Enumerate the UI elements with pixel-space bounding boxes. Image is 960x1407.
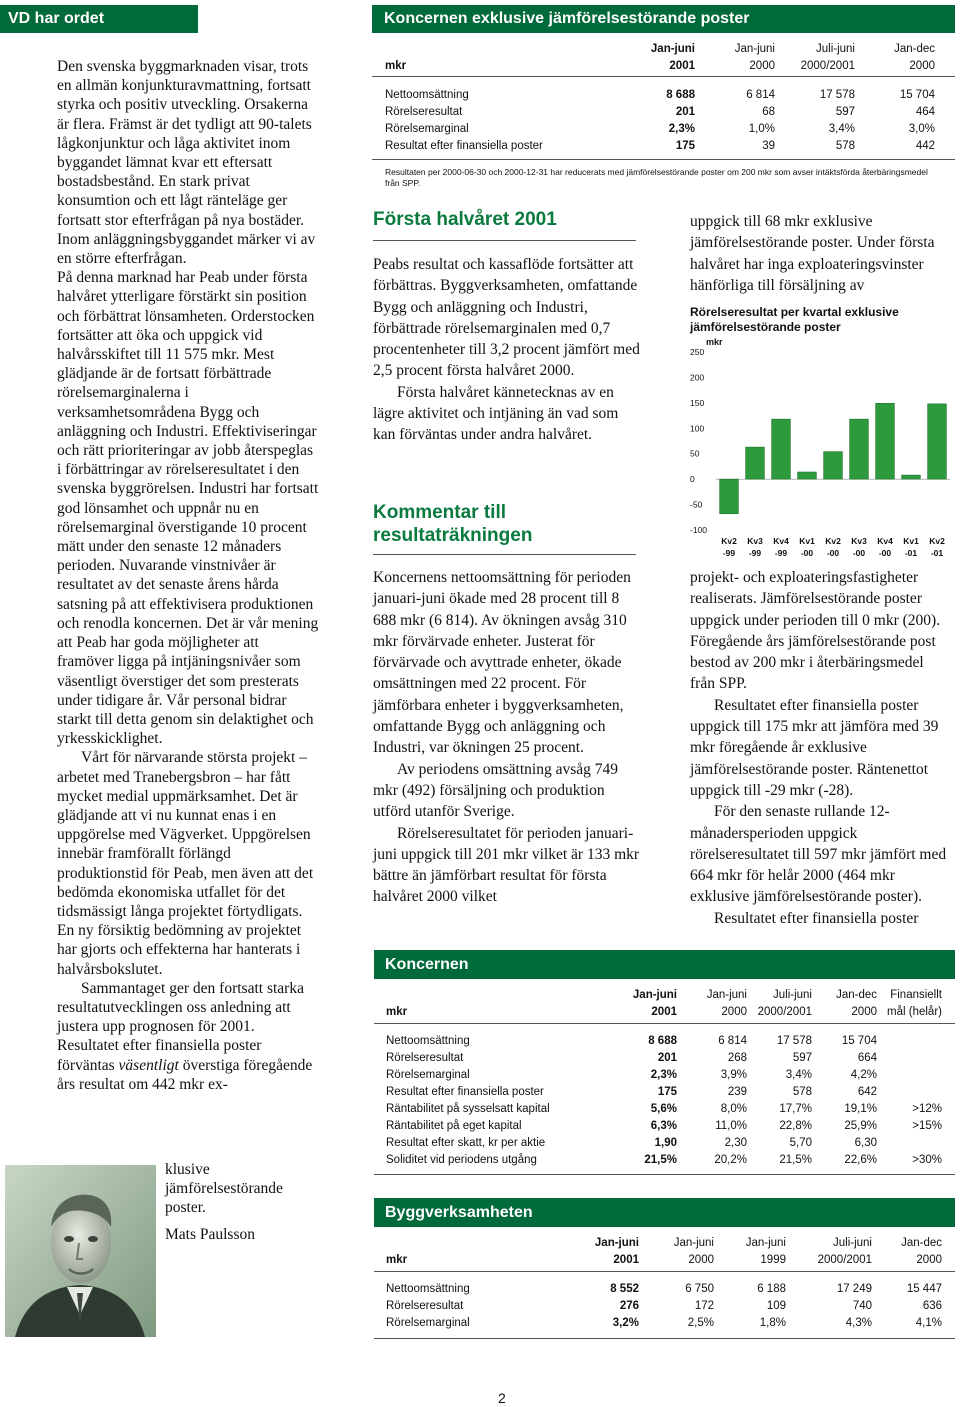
table-row (386, 1297, 942, 1314)
cell: 2,3% (650, 1068, 677, 1081)
koncernen-table-body (386, 1032, 942, 1168)
bygg-col-bottom: 2001 (613, 1253, 639, 1266)
bygg-body-grid (386, 1280, 942, 1331)
cell: 21,5% (779, 1153, 812, 1166)
chart-x-tick-label: -01 (904, 548, 918, 558)
cell: 1,90 (654, 1136, 677, 1149)
row-label: Räntabilitet på sysselsatt kapital (386, 1102, 550, 1115)
cell: 109 (766, 1299, 786, 1312)
bygg-table-body (386, 1280, 942, 1331)
koncernen-rule (374, 1023, 955, 1024)
table-row (386, 1049, 942, 1066)
vd-paragraph-4-start: Sammantaget ger den fortsatt starka resultatutvecklingen oss anledning att justera upp prognosen för 2001. Resultatet efter finansiella poster förväntas (57, 979, 304, 1074)
cell: 6 750 (685, 1282, 714, 1295)
table-row (386, 1083, 942, 1100)
vd-paragraph-3: Vårt för närvarande största projekt – arbetet med Tranebergsbron – har fått mycket medial uppmärksamhet. Det är glädjande att vi nu kunnat enas i en uppgörelse med Vägverket. Uppgörelsen innebär framförallt förlängd produktionstid för Peab, men även att det bedömda ekonomiska utfallet för det tidsmässigt långa projektet förtydligats. En ny försiktig bedömning av projektet har gjorts och effekterna har hanterats i halvårsbokslutet. (57, 749, 314, 978)
row-label: Räntabilitet på eget kapital (386, 1119, 522, 1132)
cell: 22,6% (844, 1153, 877, 1166)
cell: 2,30 (724, 1136, 747, 1149)
cell: 17,7% (779, 1102, 812, 1115)
cell: 172 (694, 1299, 714, 1312)
cell: 17 578 (819, 88, 855, 101)
bygg-col-bottom: 2000 (916, 1253, 942, 1266)
cell: 15 447 (906, 1282, 942, 1295)
bygg-col-bottom: 2000 (688, 1253, 714, 1266)
koncernen-col-bottom: mål (helår) (887, 1005, 942, 1018)
chart-title (690, 305, 940, 335)
top-table-col-bottom: 2000/2001 (800, 59, 855, 72)
page-number (498, 1390, 506, 1406)
table-row (386, 1280, 942, 1297)
cell: 25,9% (844, 1119, 877, 1132)
bygg-col-top: Juli-juni (833, 1236, 872, 1249)
chart-y-tick-label: 200 (690, 372, 705, 383)
cell: 175 (675, 139, 695, 152)
cell: 578 (792, 1085, 812, 1098)
koncernen-col-top: Jan-juni (706, 988, 747, 1001)
cell: 201 (657, 1051, 677, 1064)
top-table-body (385, 86, 940, 154)
chart-bar (902, 475, 921, 479)
cell: 19,1% (844, 1102, 877, 1115)
section-title-comment-text: Kommentar till resultaträkningen (373, 502, 533, 546)
top-table-header (372, 5, 955, 33)
chart-y-tick-label: 150 (690, 397, 705, 408)
cell: 68 (762, 105, 775, 118)
table-row (386, 1134, 942, 1151)
cell: 175 (657, 1085, 677, 1098)
chart-x-tick-label: -99 (774, 548, 788, 558)
cell: 8,0% (720, 1102, 747, 1115)
chart-y-tick-label: -100 (690, 525, 708, 535)
cell (877, 1083, 942, 1100)
table-row (386, 1314, 942, 1331)
cell: 8 688 (648, 1034, 677, 1047)
cell: 276 (619, 1299, 639, 1312)
cell: 17 578 (776, 1034, 812, 1047)
cell: 5,70 (789, 1136, 812, 1149)
chart-x-tick-label: Kv3 (747, 536, 763, 546)
koncernen-header-title: Koncernen (385, 955, 469, 973)
koncernen-body-grid (386, 1032, 942, 1168)
vd-paragraph-4-mid: överstiga föregående års resultat om 442 mkr ex- (57, 1056, 313, 1093)
chart-y-unit: mkr (706, 337, 723, 347)
chart-bar (772, 419, 791, 479)
cell: 3,9% (720, 1068, 747, 1081)
cell: 22,8% (779, 1119, 812, 1132)
koncernen-head-grid (386, 986, 942, 1020)
cell: 6,30 (854, 1136, 877, 1149)
table-row (385, 86, 935, 103)
top-table-col-top: Juli-juni (816, 42, 855, 55)
cell: 6,3% (650, 1119, 677, 1132)
cell: 2,5% (687, 1316, 714, 1329)
cell: 636 (922, 1299, 942, 1312)
cell: 4,1% (915, 1316, 942, 1329)
chart-bar (798, 472, 817, 479)
vd-paragraph-4-end-text: klusive jämförelsestörande poster. (165, 1161, 283, 1217)
bygg-header-title: Byggverksamheten (385, 1203, 533, 1221)
chart-y-tick-label: 50 (690, 448, 700, 459)
right-paragraph-5: Resultatet efter finansiella poster (714, 909, 919, 927)
chart-x-tick-label: Kv2 (825, 536, 841, 546)
koncernen-col-top: Finansiellt (890, 988, 942, 1001)
cell: 664 (857, 1051, 877, 1064)
chart-bar (876, 403, 895, 479)
vd-paragraph-4-end (165, 1160, 315, 1218)
cell: 8 688 (666, 88, 695, 101)
table-row (385, 103, 935, 120)
chart-x-tick-label: -00 (826, 548, 840, 558)
cell: 239 (727, 1085, 747, 1098)
cell: 17 249 (836, 1282, 872, 1295)
cell: 597 (835, 105, 855, 118)
bygg-col-top: Jan-juni (745, 1236, 786, 1249)
top-table-col-bottom: 2000 (909, 59, 935, 72)
bygg-unit: mkr (386, 1253, 408, 1266)
bygg-col-bottom: 1999 (760, 1253, 786, 1266)
mid-paragraph-4: Av periodens omsättning avsåg 749 mkr (492) försäljning och produktion utförd utanför Sverige. (373, 760, 618, 821)
bygg-bottom-rule (374, 1338, 955, 1339)
cell: 268 (727, 1051, 747, 1064)
table-row (386, 1117, 942, 1134)
row-label: Rörelsemarginal (386, 1316, 470, 1329)
section-title-comment (373, 501, 623, 547)
chart-y-tick-label: -50 (690, 499, 703, 510)
cell (877, 1066, 942, 1083)
cell: 3,4% (785, 1068, 812, 1081)
row-label: Resultat efter finansiella poster (386, 1085, 544, 1098)
chart-x-tick-label: Kv2 (929, 536, 945, 546)
top-table-col-bottom: 2001 (669, 59, 695, 72)
koncernen-col-bottom: 2000/2001 (757, 1005, 812, 1018)
top-table-grid (385, 40, 935, 74)
cell: 442 (915, 139, 935, 152)
cell: 15 704 (899, 88, 935, 101)
chart-x-tick-label: -99 (722, 548, 736, 558)
chart-x-tick-label: Kv1 (903, 536, 919, 546)
row-label: Nettoomsättning (386, 1034, 470, 1047)
koncernen-table-head (386, 986, 942, 1020)
cell: 20,2% (714, 1153, 747, 1166)
top-table (385, 40, 940, 74)
chart-bar (824, 452, 843, 479)
row-label: Nettoomsättning (385, 88, 469, 101)
table-row (386, 1066, 942, 1083)
top-table-head-row-1 (385, 40, 935, 57)
top-table-col-top: Jan-juni (734, 42, 775, 55)
top-table-rule (372, 76, 955, 77)
chart-bar (928, 404, 947, 479)
chart-title-text: Rörelseresultat per kvartal exklusive jämförelsestörande poster (690, 305, 899, 334)
vd-paragraph-2: På denna marknad har Peab under första halvåret ytterligare förstärkt sin position och förbättrat lönsamheten. Orderstocken fortsätter att öka och uppgick vid halvårsskiftet till 11 575 mkr. Mest glädjande är de fortsatt förbättrade rörelsemarginalerna i verksamhetsområdena Bygg och anläggning och Industri. Effektiviseringar och rätt prioriteringar av jobb återspeglas i förbättringar av rörelseresultatet i den svenska byggrörelsen. Industri har fortsatt god lönsamhet och uppnår nu en rörelsemarginal överstigande 10 procent mätt under den senaste 12 månaders perioden. Nuvarande vinstnivåer är resultatet av det senaste årens hårda satsning på att effektivisera produktionen och renodla koncernen. Det är vår mening att Peab har goda möjligheter att framöver ligga på intjäningsnivåer som väsentligt överstiger det som presterats under tidigare år. Vår personal bidrar starkt till detta genom sin delaktighet och yrkesskicklighet. (57, 269, 319, 748)
table-row (385, 120, 935, 137)
chart-x-tick-label: -00 (800, 548, 814, 558)
chart-bar (850, 419, 869, 479)
cell: 3,4% (828, 122, 855, 135)
right-paragraph-1: uppgick till 68 mkr exklusive jämförelsestörande poster. Under första halvåret har inga exploateringsvinster hänförliga till försäljning av (690, 213, 935, 294)
portrait-photo (5, 1165, 156, 1337)
chart-x-tick-label: -99 (748, 548, 762, 558)
signature-name: Mats Paulsson (165, 1226, 255, 1243)
portrait-photo-graphic (5, 1165, 156, 1337)
section-title-first-half-text: Första halvåret 2001 (373, 209, 557, 230)
cell: 21,5% (644, 1153, 677, 1166)
cell: 6 188 (757, 1282, 786, 1295)
bygg-head-grid (386, 1234, 942, 1268)
chart-y-tick-label: 250 (690, 347, 705, 357)
bar-chart (688, 336, 953, 564)
koncernen-col-top: Jan-dec (836, 988, 877, 1001)
mid-paragraph-5: Rörelseresultatet för perioden januari-juni uppgick till 201 mkr vilket är 133 mkr bättre än jämförbart resultat för första halvåret 2000 vilket (373, 824, 640, 906)
bygg-col-bottom: 2000/2001 (817, 1253, 872, 1266)
koncernen-col-bottom: 2000 (721, 1005, 747, 1018)
cell: 201 (675, 105, 695, 118)
cell: >12% (912, 1102, 942, 1115)
chart-x-tick-label: Kv4 (773, 536, 789, 546)
cell: 15 704 (841, 1034, 877, 1047)
chart-y-tick-label: 0 (690, 474, 695, 485)
vd-header-title: VD har ordet (8, 10, 105, 27)
cell: 642 (857, 1085, 877, 1098)
top-table-header-title: Koncernen exklusive jämförelsestörande poster (384, 10, 750, 27)
chart-bar (746, 447, 765, 479)
vd-paragraph-4 (57, 979, 319, 1094)
cell: 4,3% (845, 1316, 872, 1329)
vd-letter (57, 57, 319, 1094)
bygg-header (374, 1198, 955, 1227)
chart-x-tick-label: Kv3 (851, 536, 867, 546)
cell: 8 552 (610, 1282, 639, 1295)
row-label: Rörelseresultat (386, 1051, 464, 1064)
cell: 4,2% (850, 1068, 877, 1081)
cell (877, 1134, 942, 1151)
koncernen-col-bottom: 2001 (651, 1005, 677, 1018)
koncernen-head-row-2 (386, 1003, 942, 1020)
signature (165, 1226, 255, 1244)
vd-paragraph-4-emphasis: väsentligt (118, 1056, 179, 1074)
cell: 3,0% (908, 122, 935, 135)
cell: 6 814 (746, 88, 775, 101)
table-row (386, 1100, 942, 1117)
bygg-table-head (386, 1234, 942, 1268)
right-paragraph-4: För den senaste rullande 12-månadersperioden uppgick rörelseresultatet till 597 mkr jämfört med 664 mkr för helår 2000 (464 mkr exklusive jämförelsestörande poster). (690, 803, 947, 906)
vd-header (0, 5, 198, 33)
row-label: Rörelsemarginal (386, 1068, 470, 1081)
row-label: Resultat efter skatt, kr per aktie (386, 1136, 546, 1149)
koncernen-bottom-rule (374, 1174, 955, 1175)
cell (877, 1032, 942, 1049)
chart-x-tick-label: -01 (930, 548, 944, 558)
cell: 11,0% (715, 1119, 747, 1132)
koncernen-header (374, 950, 955, 979)
row-label: Rörelsemarginal (385, 122, 469, 135)
cell: 740 (852, 1299, 872, 1312)
koncernen-head-row-1 (386, 986, 942, 1003)
table-row (385, 137, 935, 154)
koncernen-col-top: Juli-juni (773, 988, 812, 1001)
table-row (386, 1151, 942, 1168)
right-paragraph-2: projekt- och exploateringsfastigheter realiserats. Jämförelsestörande poster uppgick under perioden till 0 mkr (200). Föregående års jämförelsestörande post bestod av 200 mkr i återbäringsmedel från SPP. (690, 569, 941, 693)
top-table-note-text: Resultaten per 2000-06-30 och 2000-12-31 har reducerats med jämförelsestörande poster om 200 mkr som avser intäktsförda återbäringsmedel från SPP. (385, 167, 928, 188)
row-label: Soliditet vid periodens utgång (386, 1153, 537, 1166)
chart-y-tick-label: 100 (690, 423, 705, 434)
cell: 2,3% (668, 122, 695, 135)
right-column-bottom (690, 567, 952, 929)
page-number-text: 2 (498, 1390, 506, 1406)
chart-x-tick-label: -00 (878, 548, 892, 558)
mid-paragraph-3: Koncernens nettoomsättning för perioden januari-juni ökade med 28 procent till 8 688 mkr (6 814). Av ökningen avsåg 310 mkr förvärvade enheter. Justerat för förvärvade och avyttrade enheter, ökade omsättningen med 22 procent. För jämförbara enheter i byggverksamheten, omfattande Bygg och anläggning och Industri, var ökningen 25 procent. (373, 569, 631, 757)
right-paragraph-3: Resultatet efter finansiella poster uppgick till 175 mkr att jämföra med 39 mkr föregående år exklusive jämförelsestörande poster. Räntenettot uppgick till -29 mkr (-28). (690, 696, 939, 799)
cell: 6 814 (718, 1034, 747, 1047)
top-table-note (385, 167, 940, 189)
cell: 1,8% (759, 1316, 786, 1329)
row-label: Rörelseresultat (386, 1299, 464, 1312)
mid-paragraph-1: Peabs resultat och kassaflöde fortsätter att förbättras. Byggverksamheten, omfattande Bygg och anläggning och Industri, förbättrade rörelsemarginalen med 0,7 procentenheter till 3,2 procent jämfört med 2,5 procent första halvåret 2000. (373, 256, 640, 380)
top-table-col-top: Jan-dec (894, 42, 935, 55)
row-label: Resultat efter finansiella poster (385, 139, 543, 152)
cell: 3,2% (612, 1316, 639, 1329)
bygg-head-row-2 (386, 1251, 942, 1268)
cell: >15% (912, 1119, 942, 1132)
top-table-unit: mkr (385, 59, 407, 72)
bygg-rule (374, 1271, 955, 1272)
cell: 1,0% (748, 122, 775, 135)
chart-x-tick-label: Kv4 (877, 536, 893, 546)
section-title-comment-rule (373, 554, 636, 555)
vd-paragraph-1: Den svenska byggmarknaden visar, trots en allmän konjunkturavmattning, fortsatt styrka och positiv utveckling. Orsakerna är flera. Främst är det tydligt att 90-talets lågkonjunktur och låga aktivitet inom byggandet lämnat kvar ett eftersatt bostadsbestånd. En stark privat konsumtion och ett lågt ränteläge ger fortsatt stor efterfrågan på nya bostäder. Inom anläggningsbyggandet märker vi av en större efterfrågan. (57, 58, 316, 268)
koncernen-col-bottom: 2000 (851, 1005, 877, 1018)
cell: 464 (915, 105, 935, 118)
top-table-bottom-rule (372, 159, 955, 160)
section-title-rule (373, 240, 636, 241)
cell: >30% (912, 1153, 942, 1166)
cell: 578 (835, 139, 855, 152)
cell: 39 (762, 139, 775, 152)
top-table-head-row-2 (385, 57, 935, 74)
right-column-top (690, 211, 952, 296)
chart-x-tick-label: -00 (852, 548, 866, 558)
row-label: Rörelseresultat (385, 105, 463, 118)
row-label: Nettoomsättning (386, 1282, 470, 1295)
mid-column (373, 254, 641, 446)
koncernen-col-top: Jan-juni (632, 988, 677, 1001)
bygg-head-row-1 (386, 1234, 942, 1251)
bygg-col-top: Jan-juni (673, 1236, 714, 1249)
table-row (386, 1032, 942, 1049)
chart-x-tick-label: Kv1 (799, 536, 815, 546)
top-table-body-grid (385, 86, 935, 154)
top-table-col-bottom: 2000 (749, 59, 775, 72)
mid-column-2 (373, 567, 641, 908)
koncernen-unit: mkr (386, 1005, 408, 1018)
chart-x-tick-label: Kv2 (721, 536, 737, 546)
cell: 5,6% (650, 1102, 677, 1115)
mid-paragraph-2: Första halvåret kännetecknas av en lägre aktivitet och intjäning än vad som kan förväntas under andra halvåret. (373, 383, 619, 444)
bygg-col-top: Jan-dec (901, 1236, 942, 1249)
cell (877, 1049, 942, 1066)
cell: 597 (792, 1051, 812, 1064)
bygg-col-top: Jan-juni (594, 1236, 639, 1249)
chart-bar (720, 479, 739, 514)
section-title-first-half (373, 209, 557, 231)
top-table-col-top: Jan-juni (650, 42, 695, 55)
